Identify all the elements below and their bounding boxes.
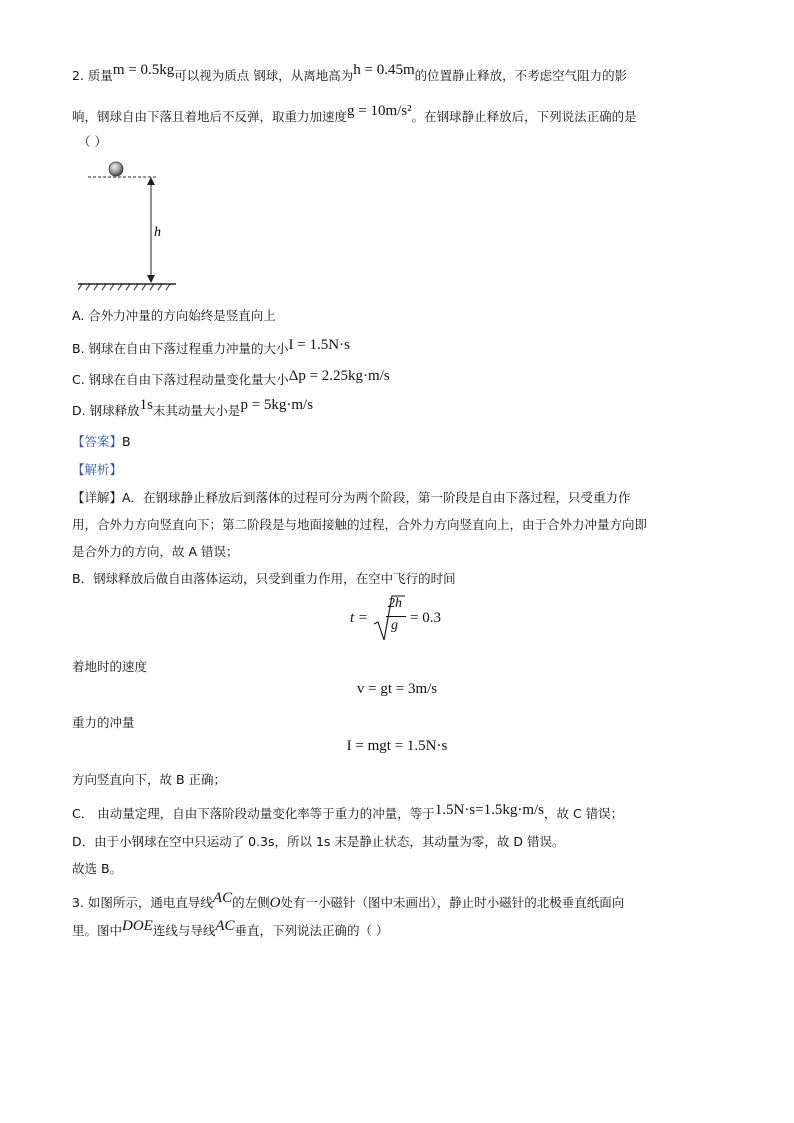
detail-line-4: B．钢球释放后做自由落体运动，只受到重力作用，在空中飞行的时间	[72, 571, 456, 586]
math-wire-ac: AC	[215, 918, 235, 934]
math-wire-ac: AC	[212, 890, 233, 906]
drop-figure	[78, 158, 218, 294]
option-d	[72, 397, 314, 420]
math-height: h = 0.45m	[353, 62, 415, 78]
answer-line	[72, 432, 131, 450]
math-momentum-change: Δp = 2.25kg·m/s	[288, 368, 390, 384]
math-impulse-equal: 1.5N·s=1.5kg·m/s	[434, 802, 544, 818]
q3-line-1	[72, 890, 625, 912]
q2-bracket: （ ）	[78, 134, 107, 149]
d-line: D．由于小钢球在空中只运动了 0.3s，所以 1s 末是静止状态，其动量为零，故 D 错误。	[72, 834, 565, 849]
steel-ball-icon	[109, 162, 123, 176]
q2-text: 响，钢球自由下落且着地后不反弹，取重力加速度	[72, 109, 348, 124]
math-time: 1s	[139, 397, 153, 413]
equation-velocity: v = gt = 3m/s	[356, 681, 438, 697]
arrow-head-up-icon	[147, 177, 155, 185]
option-a: A. 合外力冲量的方向始终是竖直向上	[72, 308, 276, 323]
ground-hatching	[78, 284, 170, 290]
math-line-doe: DOE	[122, 918, 153, 934]
analysis-tag: 【解析】	[72, 462, 123, 477]
math-mass: m = 0.5kg	[112, 62, 175, 78]
height-label: h	[154, 225, 161, 240]
math-point-o: O	[269, 895, 281, 911]
q2-line-2	[72, 103, 637, 126]
equation-time	[350, 594, 460, 644]
option-b	[72, 339, 350, 358]
option-c	[72, 370, 390, 389]
direction-line: 方向竖直向下，故 B 正确；	[72, 772, 227, 787]
arrow-head-down-icon	[147, 275, 155, 283]
option-b-text: B. 钢球在自由下落过程重力冲量的大小	[72, 341, 289, 356]
detail-line-1: 【详解】A．在钢球静止释放后到落体的过程可分为两个阶段，第一阶段是自由下落过程，只受重力作	[72, 490, 631, 505]
q3-text: 垂直，下列说法正确的（ ）	[234, 923, 389, 938]
answer-value: B	[122, 434, 131, 449]
q3-text: 的左侧	[232, 895, 270, 910]
math-impulse: I = 1.5N·s	[288, 337, 350, 353]
c-text: ，故 C 错误；	[544, 806, 624, 821]
q2-line-1	[72, 62, 628, 85]
equation-impulse: I = mgt = 1.5N·s	[346, 738, 448, 754]
option-d-text: D. 钢球释放	[72, 403, 140, 418]
detail-line-2: 用，合外力方向竖直向下；第二阶段是与地面接触的过程，合外力方向竖直向上，由于合外力冲量方向即	[72, 517, 648, 532]
q3-line-2	[72, 918, 389, 940]
eq-t-rhs: = 0.3	[410, 610, 441, 626]
q2-text: 。在钢球静止释放后，下列说法正确的是	[411, 109, 637, 124]
choose-line: 故选 B。	[72, 861, 123, 876]
q2-text: 可以视为质点 钢球，从离地高为	[174, 68, 354, 83]
math-momentum: p = 5kg·m/s	[240, 397, 314, 413]
option-c-text: C. 钢球在自由下落过程动量变化量大小	[72, 372, 289, 387]
math-gravity: g = 10m/s²	[347, 103, 412, 119]
q2-text: 的位置静止释放，不考虑空气阻力的影	[414, 68, 628, 83]
option-d-text: 末其动量大小是	[152, 403, 241, 418]
q3-text: 连线与导线	[152, 923, 216, 938]
impulse-label: 重力的冲量	[72, 715, 135, 730]
c-text: C． 由动量定理，自由下落阶段动量变化率等于重力的冲量，等于	[72, 806, 435, 821]
fraction-bar	[386, 616, 406, 617]
eq-t-numerator: 2h	[388, 596, 402, 611]
q3-text: 处有一小磁针（图中未画出），静止时小磁针的北极垂直纸面向	[280, 895, 625, 910]
eq-t-lhs: t =	[350, 610, 369, 626]
c-line	[72, 804, 623, 823]
q3-text: 3. 如图所示，通电直导线	[72, 895, 213, 910]
q2-text: 2. 质量	[72, 68, 113, 83]
velocity-label: 着地时的速度	[72, 659, 148, 674]
answer-tag: 【答案】	[72, 434, 123, 449]
q3-text: 里。图中	[72, 923, 123, 938]
eq-t-denominator: g	[391, 618, 398, 633]
detail-line-3: 是合外力的方向，故 A 错误；	[72, 544, 239, 559]
